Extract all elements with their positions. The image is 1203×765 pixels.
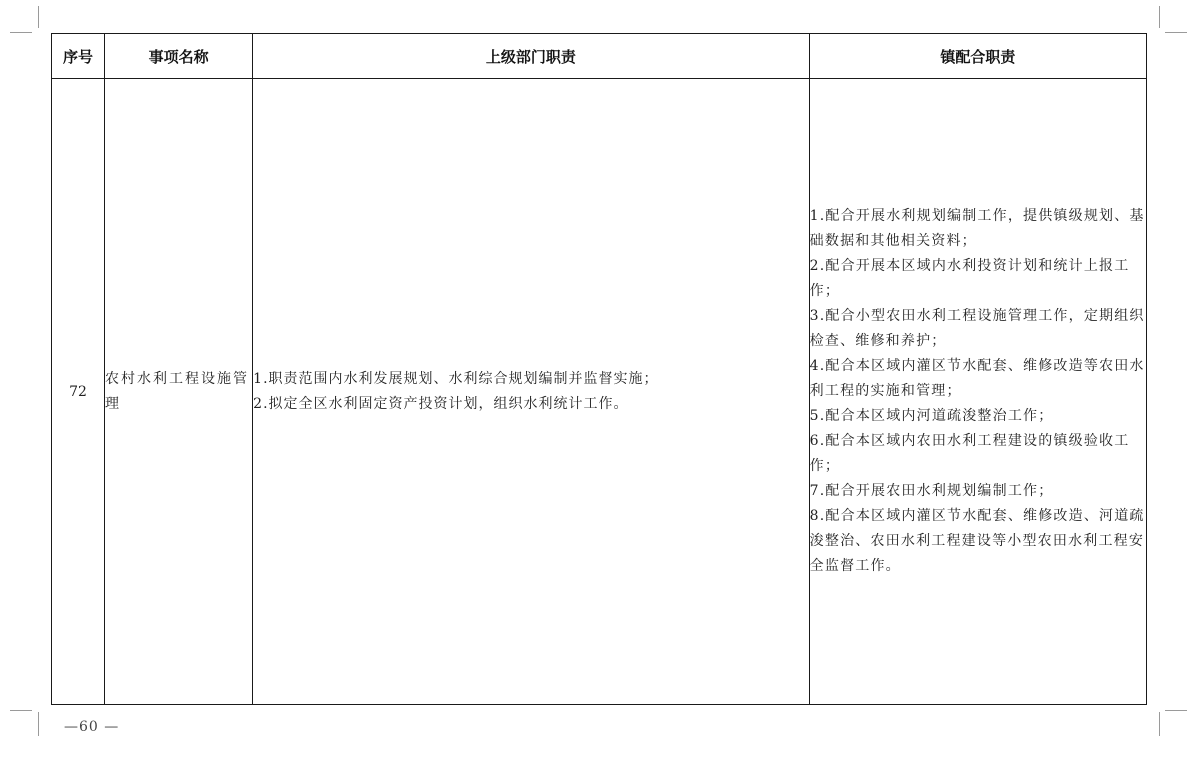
town-duty-item: 5.配合本区域内河道疏浚整治工作； bbox=[809, 408, 1054, 424]
header-town-duties: 镇配合职责 bbox=[809, 34, 1146, 79]
town-duty-item: 3.配合小型农田水利工程设施管理工作，定期组织检查、维修和养护； bbox=[809, 308, 1145, 349]
table-header-row bbox=[52, 34, 1147, 79]
table-row bbox=[52, 79, 1147, 705]
upper-duties-cell bbox=[253, 79, 810, 705]
crop-mark-top-left-h bbox=[10, 32, 32, 33]
header-upper-duties: 上级部门职责 bbox=[253, 34, 810, 79]
town-duty-item: 8.配合本区域内灌区节水配套、维修改造、河道疏浚整治、农田水利工程建设等小型农田水利工程安全监督工作。 bbox=[809, 508, 1145, 574]
upper-duty-item: 2.拟定全区水利固定资产投资计划，组织水利统计工作。 bbox=[253, 395, 629, 412]
header-no: 序号 bbox=[52, 34, 105, 79]
crop-mark-bottom-right-h bbox=[1165, 710, 1187, 711]
upper-duty-item: 1.职责范围内水利发展规划、水利综合规划编制并监督实施； bbox=[253, 370, 659, 387]
crop-mark-top-right-v bbox=[1159, 6, 1160, 28]
crop-mark-bottom-right-v bbox=[1159, 712, 1160, 736]
row-item-name: 农村水利工程设施管理 bbox=[105, 79, 253, 705]
page-number: —60 — bbox=[64, 719, 120, 735]
town-duty-item: 7.配合开展农田水利规划编制工作； bbox=[809, 483, 1054, 499]
crop-mark-bottom-left-v bbox=[38, 712, 39, 736]
crop-mark-top-left-v bbox=[38, 6, 39, 28]
town-duty-item: 2.配合开展本区域内水利投资计划和统计上报工作； bbox=[809, 258, 1130, 299]
crop-mark-bottom-left-h bbox=[10, 710, 32, 711]
duty-table bbox=[51, 33, 1147, 705]
town-duty-item: 1.配合开展水利规划编制工作，提供镇级规划、基础数据和其他相关资料； bbox=[809, 208, 1145, 249]
town-duty-item: 6.配合本区域内农田水利工程建设的镇级验收工作； bbox=[809, 433, 1130, 474]
town-duty-item: 4.配合本区域内灌区节水配套、维修改造等农田水利工程的实施和管理； bbox=[809, 358, 1145, 399]
town-duties-cell bbox=[809, 79, 1146, 705]
row-no: 72 bbox=[52, 79, 105, 705]
header-item-name: 事项名称 bbox=[105, 34, 253, 79]
crop-mark-top-right-h bbox=[1165, 32, 1187, 33]
